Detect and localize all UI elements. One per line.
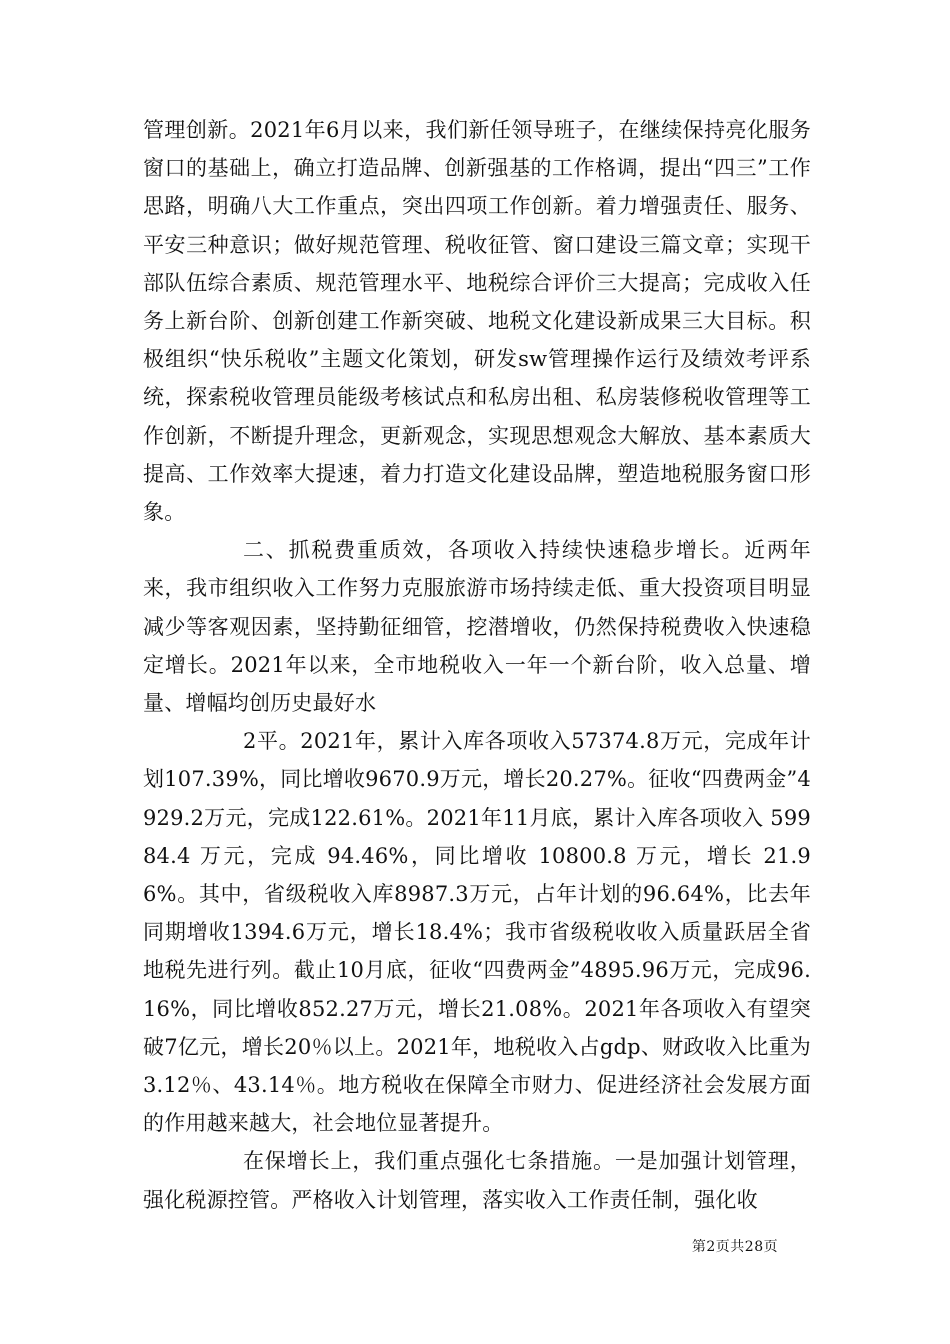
body-text bbox=[143, 111, 811, 1219]
page-number: 第2页共28页 bbox=[691, 1239, 779, 1255]
paragraph-1: 管理创新。2021年6月以来，我们新任领导班子，在继续保持亮化服务窗口的基础上，确立打造品牌、创新强基的工作格调，提出“四三”工作思路，明确八大工作重点，突出四项工作创新。着力增强责任、服务、平安三种意识；做好规范管理、税收征管、窗口建设三篇文章；实现干部队伍综合素质、规范管理水平、地税综合评价三大提高；完成收入任务上新台阶、创新创建工作新突破、地税文化建设新成果三大目标。积极组织“快乐税收”主题文化策划，研发sw管理操作运行及绩效考评系统，探索税收管理员能级考核试点和私房出租、私房装修税收管理等工作创新，不断提升理念，更新观念，实现思想观念大解放、基本素质大提高、工作效率大提速，着力打造文化建设品牌，塑造地税服务窗口形象。 bbox=[143, 118, 811, 525]
paragraph-2: 二、抓税费重质效，各项收入持续快速稳步增长。近两年来，我市组织收入工作努力克服旅游市场持续走低、重大投资项目明显减少等客观因素，坚持勤征细管，挖潜增收，仍然保持税费收入快速稳定增长。2021年以来，全市地税收入一年一个新台阶，收入总量、增量、增幅均创历史最好水 bbox=[143, 538, 811, 716]
paragraph-3: 2平。2021年，累计入库各项收入57374.8万元，完成年计划107.39%，同比增收9670.9万元，增长20.27%。征收“四费两金”4929.2万元，完成122.61%。2021年11月底，累计入库各项收入 59984.4 万元，完成 94.46%，同比增收 10800.8 万元，增长 21.96%。其中，省级税收入库8987.3万元，占年计划的96.64%，比去年同期增收1394.6万元，增长18.4%；我市省级税收收入质量跃居全省地税先进行列。截止10月底，征收“四费两金”4895.96万元，完成96.16%，同比增收852.27万元，增长21.08%。2021年各项收入有望突破7亿元，增长20％以上。2021年，地税收入占gdp、财政收入比重为3.12％、43.14％。地方税收在保障全市财力、促进经济社会发展方面的作用越来越大，社会地位显著提升。 bbox=[143, 729, 811, 1136]
paragraph-4: 在保增长上，我们重点强化七条措施。一是加强计划管理，强化税源控管。严格收入计划管理，落实收入工作责任制，强化收 bbox=[143, 1149, 811, 1212]
